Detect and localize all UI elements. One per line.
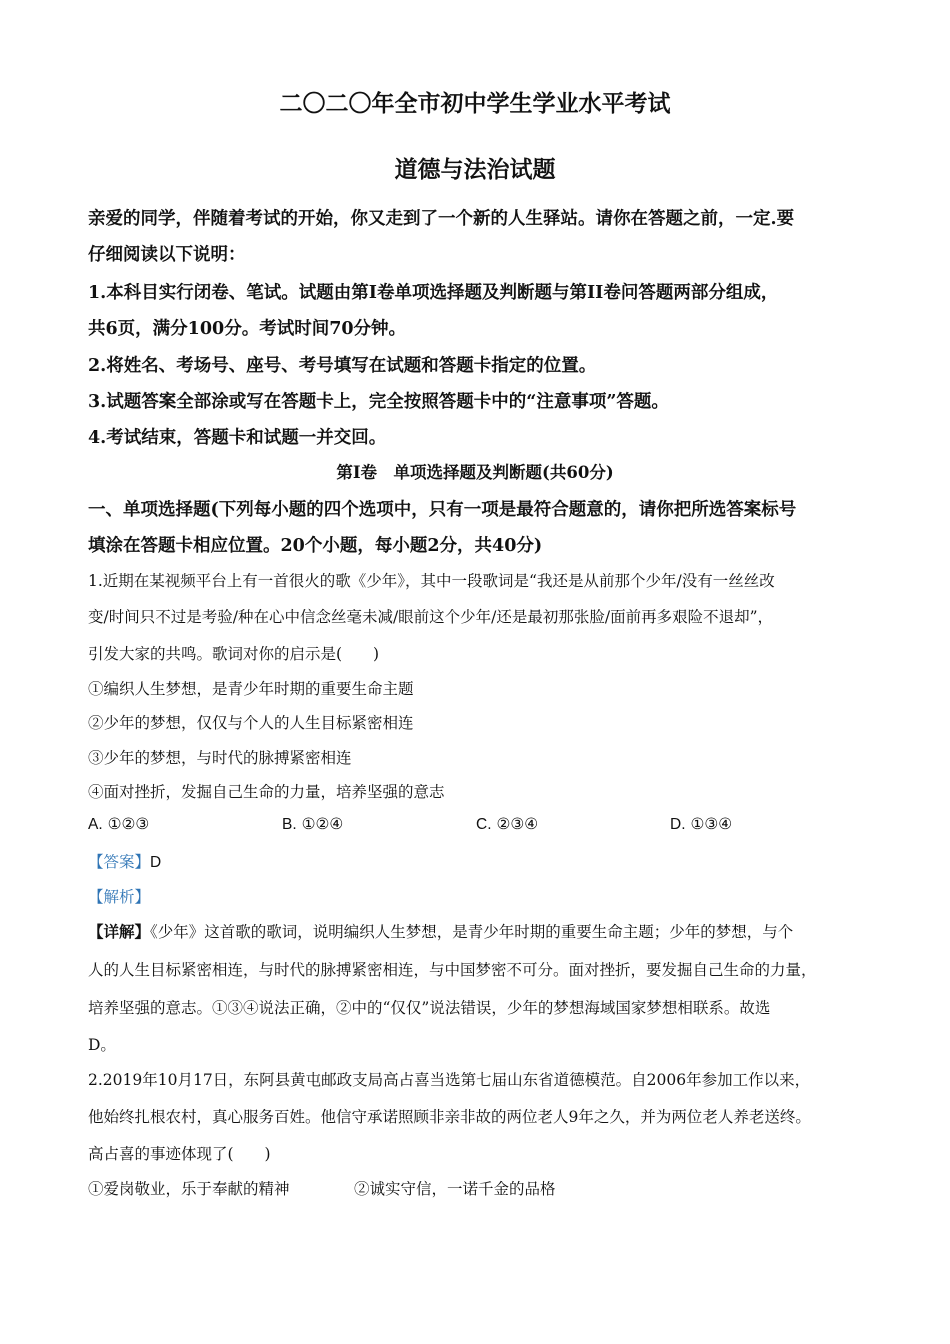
instruction-1-cont: 共6页，满分100分。考试时间70分钟。 [88,319,407,339]
section-heading: 第Ⅰ卷 单项选择题及判断题(共60分) [336,463,614,482]
detail-line [88,920,793,942]
option-a [88,815,149,834]
part-heading: 一、单项选择题(下列每小题的四个选项中，只有一项是最符合题意的，请你把所选答案标号 [88,500,797,520]
part-heading: 填涂在答题卡相应位置。20个小题，每小题2分，共40分) [88,536,543,556]
option-text: ①②④ [301,815,344,833]
option-text: ②③④ [496,815,539,833]
intro-line: 亲爱的同学，伴随着考试的开始，你又走到了一个新的人生驿站。请你在答题之前，一定.要 [88,209,795,229]
option-letter: D. [670,816,686,833]
option-c [476,815,538,834]
option-text: ①②③ [107,815,150,833]
instruction-2: 2.将姓名、考场号、座号、考号填写在试题和答题卡指定的位置。 [88,356,597,376]
detail-label: 【详解】 [88,922,151,941]
answer-label: 【答案】 [88,853,151,871]
question-1-stem: 引发大家的共鸣。歌词对你的启示是( ) [88,645,380,663]
instruction-4: 4.考试结束，答题卡和试题一并交回。 [88,428,387,448]
question-2-stem: 他始终扎根农村，真心服务百姓。他信守承诺照顾非亲非故的两位老人9年之久，并为两位老人养老送终。 [88,1108,811,1126]
option-d [670,815,732,834]
question-2-item: ②诚实守信，一诺千金的品格 [354,1180,556,1198]
detail-line: 培养坚强的意志。①③④说法正确，②中的“仅仅”说法错误，少年的梦想海域国家梦想相联系。故选 [88,999,771,1017]
answer-line [88,850,161,872]
instruction-1: 1.本科目实行闭卷、笔试。试题由第Ⅰ卷单项选择题及判断题与第II卷问答题两部分组成， [88,283,779,303]
question-2-item: ①爱岗敬业，乐于奉献的精神 [88,1180,290,1198]
detail-line: 人的人生目标紧密相连，与时代的脉搏紧密相连，与中国梦密不可分。面对挫折，要发掘自己生命的力量， [88,961,817,979]
option-text: ①③④ [690,815,733,833]
option-letter: B. [282,816,297,833]
detail-line: D。 [88,1036,116,1054]
answer-value: D [150,854,162,871]
detail-text: 《少年》这首歌的歌词，说明编织人生梦想，是青少年时期的重要生命主题；少年的梦想，与个 [150,923,794,941]
question-1-item: ③少年的梦想，与时代的脉搏紧密相连 [88,749,352,767]
question-1-stem: 变/时间只不过是考验/种在心中信念丝毫未减/眼前这个少年/还是最初那张脸/面前再多艰险不退却”， [88,608,774,626]
option-b [282,815,343,834]
page-title: 二〇二〇年全市初中学生学业水平考试 [279,90,671,117]
question-1-item: ②少年的梦想，仅仅与个人的人生目标紧密相连 [88,714,414,732]
question-1-stem: 1.近期在某视频平台上有一首很火的歌《少年》，其中一段歌词是“我还是从前那个少年/没有一丝丝改 [88,572,775,590]
option-letter: A. [88,816,103,833]
instruction-3: 3.试题答案全部涂或写在答题卡上，完全按照答题卡中的“注意事项”答题。 [88,392,669,412]
question-1-item: ①编织人生梦想，是青少年时期的重要生命主题 [88,680,414,698]
option-letter: C. [476,816,492,833]
question-2-stem: 2.2019年10月17日，东阿县黄屯邮政支局高占喜当选第七届山东省道德模范。自2006年参加工作以来， [88,1071,811,1089]
question-1-item: ④面对挫折，发掘自己生命的力量，培养坚强的意志 [88,783,445,801]
question-2-stem: 高占喜的事迹体现了( ) [88,1145,271,1163]
analysis-label: 【解析】 [88,888,151,906]
intro-line: 仔细阅读以下说明： [88,245,246,265]
page-subtitle: 道德与法治试题 [394,156,556,183]
